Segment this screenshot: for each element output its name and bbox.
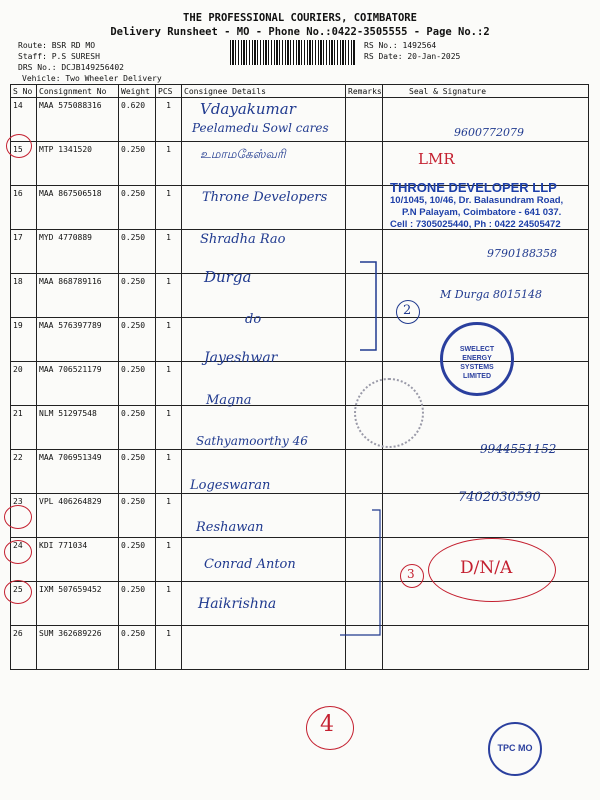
cell-pcs: 1 [156,98,182,142]
r18-sign: M Durga 8015148 [440,288,543,301]
cell-pcs: 1 [156,582,182,626]
cell-sno: 14 [11,98,37,142]
cell-weight: 0.250 [119,538,156,582]
tpc-seal-text: TPC MO [497,743,533,753]
cell-pcs: 1 [156,274,182,318]
cell-weight: 0.250 [119,230,156,274]
cell-weight: 0.250 [119,186,156,230]
cell-weight: 0.250 [119,142,156,186]
cell-pcs: 1 [156,538,182,582]
cell-pcs: 1 [156,494,182,538]
cell-sno: 19 [11,318,37,362]
cell-pcs: 1 [156,318,182,362]
cell-sno: 25 [11,582,37,626]
drs-label: DRS No.: DCJB149256402 [18,63,124,72]
cell-sno: 23 [11,494,37,538]
r23-sign: 7402030590 [458,490,541,505]
bracket-18-19 [360,262,376,350]
col-weight: Weight [119,85,156,98]
cell-consignment: MAA 576397789 [37,318,119,362]
cell-consignment: KDI 771034 [37,538,119,582]
r26-name: Haikrishna [198,596,277,612]
route-label: Route: BSR RD MO [18,41,96,50]
r16-name: Throne Developers [202,190,328,205]
staff-label: Staff: P.S SURESH [18,52,100,61]
r22-sign: 9944551152 [480,442,557,456]
r15-mark: LMR [418,150,455,168]
cell-weight: 0.250 [119,626,156,670]
r20-name: Jayeshwar [204,350,278,366]
cell-sno: 22 [11,450,37,494]
cell-pcs: 1 [156,186,182,230]
rs-date: RS Date: 20-Jan-2025 [364,52,461,61]
cell-pcs: 1 [156,626,182,670]
r21-name: Magna [206,393,252,408]
cell-consignment: IXM 507659452 [37,582,119,626]
r17-name: Shradha Rao [200,232,286,247]
cell-pcs: 1 [156,450,182,494]
r14-sign: 9600772079 [454,126,524,139]
page-mark: 4 [320,712,334,737]
cell-consignment: VPL 406264829 [37,494,119,538]
cell-pcs: 1 [156,230,182,274]
cell-weight: 0.250 [119,450,156,494]
r18-mark: 2 [403,303,412,318]
col-seal: Seal & Signature [383,85,589,98]
cell-pcs: 1 [156,362,182,406]
r23-name: Logeswaran [190,478,271,493]
cell-sno: 20 [11,362,37,406]
col-consignment: Consignment No [37,85,119,98]
r14-address: Peelamedu Sowl cares [192,121,329,135]
cell-consignment: MAA 706521179 [37,362,119,406]
cell-weight: 0.250 [119,362,156,406]
cell-sno: 17 [11,230,37,274]
cell-sno: 18 [11,274,37,318]
cell-sno: 21 [11,406,37,450]
vehicle-label: Vehicle: Two Wheeler Delivery [22,74,162,83]
r25-mark: 3 [407,567,415,581]
cell-consignment: NLM 51297548 [37,406,119,450]
cell-consignment: SUM 362689226 [37,626,119,670]
r14-name: Vdayakumar [200,100,296,118]
r17-sign: 9790188358 [487,247,557,260]
cell-weight: 0.250 [119,582,156,626]
cell-sno: 24 [11,538,37,582]
cell-weight: 0.620 [119,98,156,142]
cell-weight: 0.250 [119,318,156,362]
runsheet-subtitle: Delivery Runsheet - MO - Phone No.:0422-3505555 - Page No.:2 [110,26,490,38]
col-remarks: Remarks [346,85,383,98]
cell-consignment: MAA 575088316 [37,98,119,142]
throne-stamp-phone: Cell : 7305025440, Ph : 0422 24505472 [390,219,561,230]
col-sno: S No [11,85,37,98]
throne-stamp-addr2: P.N Palayam, Coimbatore - 641 037. [402,207,562,218]
r15-name: உமாமகேஸ்வரி [200,147,286,161]
r25-name: Conrad Anton [204,557,296,572]
cell-weight: 0.250 [119,494,156,538]
cell-pcs: 1 [156,142,182,186]
r18-name: Durga [204,268,252,286]
r25-mark2: D/N/A [460,558,513,578]
company-title: THE PROFESSIONAL COURIERS, COIMBATORE [183,12,417,24]
cell-sno: 15 [11,142,37,186]
r24-name: Reshawan [196,520,264,535]
cell-weight: 0.250 [119,274,156,318]
rs-number: RS No.: 1492564 [364,41,437,50]
cell-consignment: MAA 868789116 [37,274,119,318]
cell-consignment: MYD 4770889 [37,230,119,274]
cell-pcs: 1 [156,406,182,450]
throne-stamp-addr1: 10/1045, 10/46, Dr. Balasundram Road, [390,195,564,206]
cell-sno: 16 [11,186,37,230]
r19-name: do [245,312,262,327]
col-pcs: PCS [156,85,182,98]
col-consignee: Consignee Details [182,85,346,98]
cell-consignment: MAA 867506518 [37,186,119,230]
r22-name: Sathyamoorthy 46 [196,434,308,448]
cell-consignment: MAA 706951349 [37,450,119,494]
cell-weight: 0.250 [119,406,156,450]
throne-stamp-name: THRONE DEVELOPER LLP [390,180,557,195]
bracket-24-26 [340,510,380,635]
cell-sno: 26 [11,626,37,670]
cell-consignment: MTP 1341520 [37,142,119,186]
swelect-seal-text: SWELECT ENERGY SYSTEMS LIMITED [459,346,495,380]
